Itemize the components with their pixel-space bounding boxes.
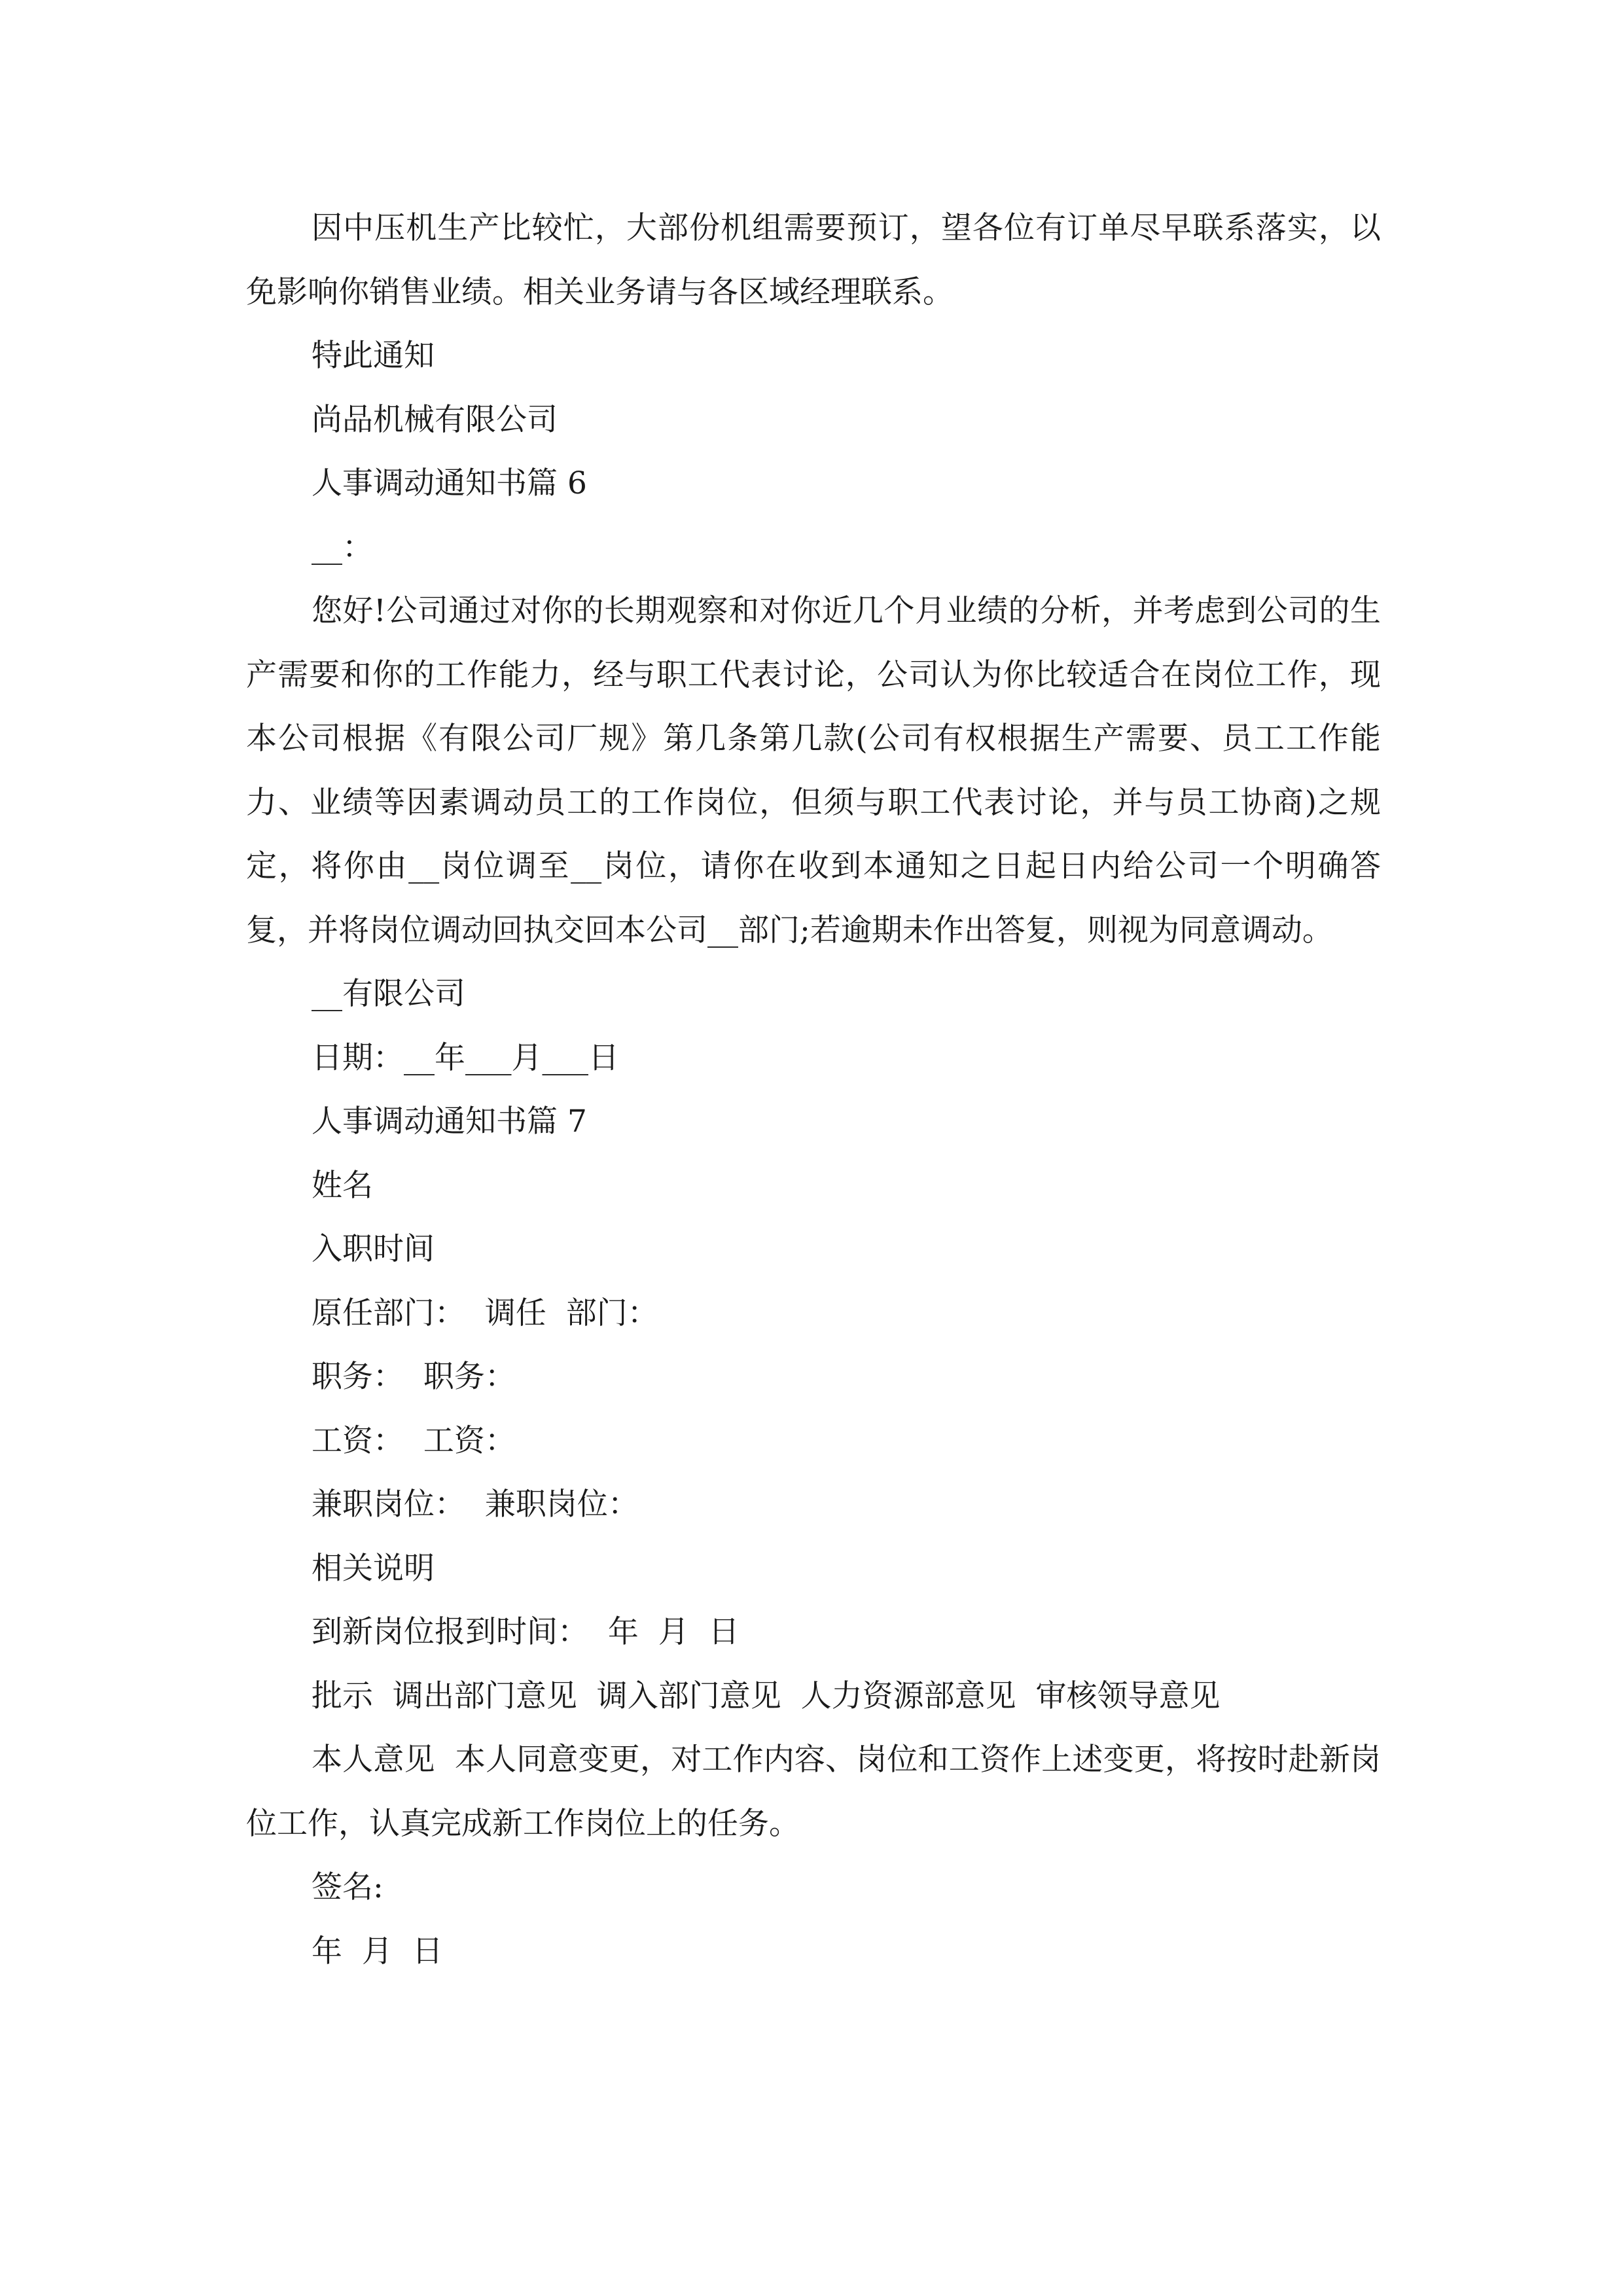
salutation-line: __： [312, 529, 373, 565]
paragraph-special-notice: 特此通知 [312, 338, 435, 374]
field-hire-date: 入职时间 [312, 1231, 435, 1267]
field-name: 姓名 [312, 1167, 373, 1204]
field-position: 职务： 职务： [312, 1359, 516, 1395]
field-part-time-position: 兼职岗位： 兼职岗位： [312, 1486, 639, 1522]
section-title-6: 人事调动通知书篇 6 [312, 465, 587, 501]
paragraph-sales-notice: 因中压机生产比较忙，大部份机组需要预订，望各位有订单尽早联系落实，以免影响你销售业绩。相关业务请与各区域经理联系。 [246, 210, 1381, 310]
paragraph-transfer-body: 您好!公司通过对你的长期观察和对你近几个月业绩的分析，并考虑到公司的生产需要和你的工作能力，经与职工代表讨论，公司认为你比较适合在岗位工作，现本公司根据《有限公司厂规》第几条第几款(公司有权根据生产需要、员工工作能力、业绩等因素调动员工的工作岗位，但须与职工代表讨论，并与员工协商)之规定，将你由__岗位调至__岗位，请你在收到本通知之日起日内给公司一个明确答复，并将岗位调动回执交回本公司__部门;若逾期未作出答复，则视为同意调动。 [246, 593, 1381, 948]
field-approvals: 批示 调出部门意见 调入部门意见 人力资源部意见 审核领导意见 [312, 1677, 1221, 1714]
paragraph-date-line: 日期：__年___月___日 [312, 1039, 619, 1076]
field-signature: 签名: [312, 1869, 383, 1905]
field-department: 原任部门： 调任 部门： [312, 1295, 658, 1331]
paragraph-company-name: __有限公司 [312, 976, 465, 1012]
paragraph-employee-opinion: 本人意见 本人同意变更，对工作内容、岗位和工资作上述变更，将按时赴新岗位工作，认真完成新工作岗位上的任务。 [246, 1742, 1381, 1842]
paragraph-company-signature: 尚品机械有限公司 [312, 401, 558, 438]
field-salary: 工资： 工资： [312, 1422, 516, 1459]
field-related-notes: 相关说明 [312, 1550, 435, 1587]
field-sign-date: 年 月 日 [312, 1933, 443, 1969]
section-title-7: 人事调动通知书篇 7 [312, 1103, 587, 1139]
document-body [246, 196, 1381, 1983]
field-report-date: 到新岗位报到时间： 年 月 日 [312, 1614, 740, 1650]
